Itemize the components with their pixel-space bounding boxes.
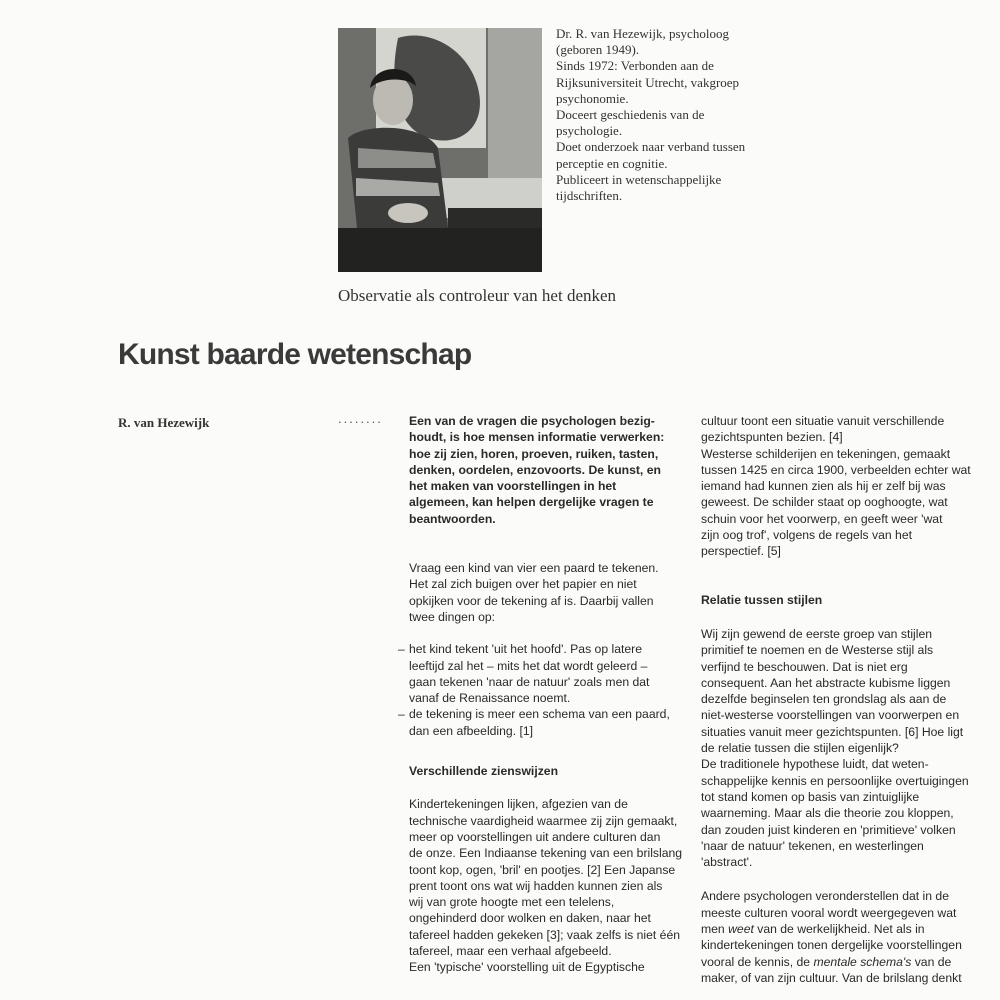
dash-bullet: – [398, 707, 405, 722]
text-line: De traditionele hypothese luidt, dat weten- [701, 757, 929, 772]
text-line: wij van grote hoogte met een telelens, [409, 895, 615, 910]
text-line: primitief te noemen en de Westerse stijl als [701, 643, 934, 658]
text-span: van de werkelijkheid. Net als in [753, 922, 925, 937]
text-line: het maken van voorstellingen in het [409, 479, 617, 494]
paragraph [409, 796, 694, 975]
text-line: 'abstract'. [701, 855, 753, 870]
text-line: kindertekeningen tonen dergelijke voorstellingen [701, 938, 962, 953]
text-line: Een 'typische' voorstelling uit de Egyptische [409, 960, 645, 975]
paragraph [409, 560, 694, 625]
bio-line: Doet onderzoek naar verband tussen [556, 139, 746, 155]
text-column-1 [398, 413, 694, 976]
text-line: hoe zij zien, horen, proeven, ruiken, tasten, [409, 446, 659, 461]
text-line: prent toont ons wat wij hadden kunnen zien als [409, 878, 663, 893]
text-line: Kindertekeningen lijken, afgezien van de [409, 797, 628, 812]
photo-caption: Observatie als controleur van het denken [338, 286, 617, 305]
text-line: perspectief. [5] [701, 544, 781, 559]
paragraph [701, 888, 991, 986]
text-line: Vraag een kind van vier een paard te tekenen. [409, 561, 659, 576]
text-column-2 [701, 413, 991, 986]
text-line: het kind tekent 'uit het hoofd'. Pas op latere [409, 642, 642, 657]
text-line: schuin voor het voorwerp, en geeft weer 'wat [701, 511, 943, 526]
text-line: de tekening is meer een schema van een paard, [409, 707, 670, 722]
text-line: denken, oordelen, enzovoorts. De kunst, en [409, 462, 661, 477]
text-line [701, 921, 991, 937]
text-line: Wij zijn gewend de eerste groep van stijlen [701, 626, 933, 641]
text-line: de onze. Een Indiaanse tekening van een brilslang [409, 846, 683, 861]
dotted-leader: ........ [338, 411, 383, 426]
text-line: meeste culturen vooral wordt weergegeven wat [701, 905, 957, 920]
text-line: cultuur toont een situatie vanuit verschillende [701, 414, 945, 428]
bio-line: (geboren 1949). [556, 42, 640, 58]
text-line: opkijken voor de tekening af is. Daarbij vallen [409, 593, 654, 608]
lead-paragraph [409, 413, 694, 527]
text-line: tussen 1425 en circa 1900, verbeelden echter wat [701, 462, 971, 477]
text-line: meer op voorstellingen uit andere culturen dan [409, 829, 661, 844]
article-author: R. van Hezewijk [118, 415, 210, 430]
section-heading: Verschillende zienswijzen [409, 764, 559, 779]
bio-line: Doceert geschiedenis van de [556, 107, 705, 123]
text-line: verfijnd te beschouwen. Dat is niet erg [701, 659, 908, 674]
paragraph [701, 626, 991, 870]
emphasis: weet [728, 922, 754, 937]
text-line: geweest. De schilder staat op ooghoogte, wat [701, 495, 948, 510]
text-span: men [701, 922, 729, 937]
text-line: tot stand komen op basis van zintuiglijke [701, 789, 920, 804]
text-span: van de [911, 954, 952, 969]
text-line: zijn oog trof', volgens de regels van het [701, 528, 912, 543]
bio-line: psychologie. [556, 123, 623, 139]
text-line: vanaf de Renaissance noemt. [409, 691, 571, 706]
text-line: tafereel hadden gekeken [3]; vaak zelfs is niet één [409, 927, 681, 942]
text-line: 'naar de natuur' tekenen, en westerlingen [701, 838, 924, 853]
text-line: ongehinderd door wolken en daken, naar het [409, 911, 651, 926]
text-line: Het zal zich buigen over het papier en niet [409, 577, 637, 592]
bio-line: Publiceert in wetenschappelijke [556, 171, 722, 187]
author-photo [338, 28, 542, 272]
text-line: Een van de vragen die psychologen bezig- [409, 414, 655, 428]
text-line: dan zouden juist kinderen en 'primitieve' volken [701, 822, 956, 837]
article-title: Kunst baarde wetenschap [118, 338, 472, 371]
author-bio [556, 26, 786, 204]
text-line: beantwoorden. [409, 511, 496, 526]
text-line: situaties vanuit meer gezichtspunten. [6] Hoe ligt [701, 724, 964, 739]
text-line: dan een afbeelding. [1] [409, 723, 534, 738]
text-line: iemand had kunnen zien als hij er zelf bij was [701, 479, 946, 494]
text-line: twee dingen op: [409, 609, 496, 624]
bio-line: Rijksuniversiteit Utrecht, vakgroep [556, 74, 740, 90]
text-line: algemeen, kan helpen dergelijke vragen te [409, 495, 654, 510]
text-line: de relatie tussen die stijlen eigenlijk? [701, 741, 899, 756]
paragraph [701, 413, 991, 560]
text-line: dezelfde beginselen ten grondslag als aan de [701, 692, 947, 707]
text-span: vooral de kennis, de [701, 954, 814, 969]
text-line: tafereel, maar een verhaal afgebeeld. [409, 944, 612, 959]
text-line: maker, of van zijn cultuur. Van de brilslang denkt [701, 970, 962, 985]
bio-line: psychonomie. [556, 90, 629, 106]
list-item [398, 641, 694, 706]
text-line: niet-westerse voorstellingen van voorwerpen en [701, 708, 960, 723]
emphasis: mentale schema's [813, 954, 912, 969]
text-line: houdt, is hoe mensen informatie verwerken: [409, 430, 665, 445]
text-line: gezichtspunten bezien. [4] [701, 430, 843, 445]
text-line: gaan tekenen 'naar de natuur' zoals men dat [409, 674, 650, 689]
text-line: technische vaardigheid waarmee zij zijn gemaakt, [409, 813, 678, 828]
bio-line: tijdschriften. [556, 188, 623, 204]
text-line: toont kop, ogen, 'bril' en pootjes. [2] Een Japanse [409, 862, 676, 877]
text-line: schappelijke kennis en persoonlijke overtuigingen [701, 773, 969, 788]
text-line: leeftijd zal het – mits het dat wordt geleerd – [409, 658, 648, 673]
text-line: Westerse schilderijen en tekeningen, gemaakt [701, 446, 951, 461]
list-item [398, 706, 694, 739]
text-line: waarneming. Maar als die theorie zou kloppen, [701, 806, 954, 821]
text-line: Andere psychologen veronderstellen dat in de [701, 889, 949, 904]
bio-line: Sinds 1972: Verbonden aan de [556, 58, 714, 74]
dash-bullet: – [398, 642, 405, 657]
bio-line: perceptie en cognitie. [556, 155, 668, 171]
section-heading: Relatie tussen stijlen [701, 592, 823, 607]
text-line [701, 954, 991, 970]
bio-line: Dr. R. van Hezewijk, psycholoog [556, 26, 729, 41]
text-line: consequent. Aan het abstracte kubisme liggen [701, 675, 951, 690]
